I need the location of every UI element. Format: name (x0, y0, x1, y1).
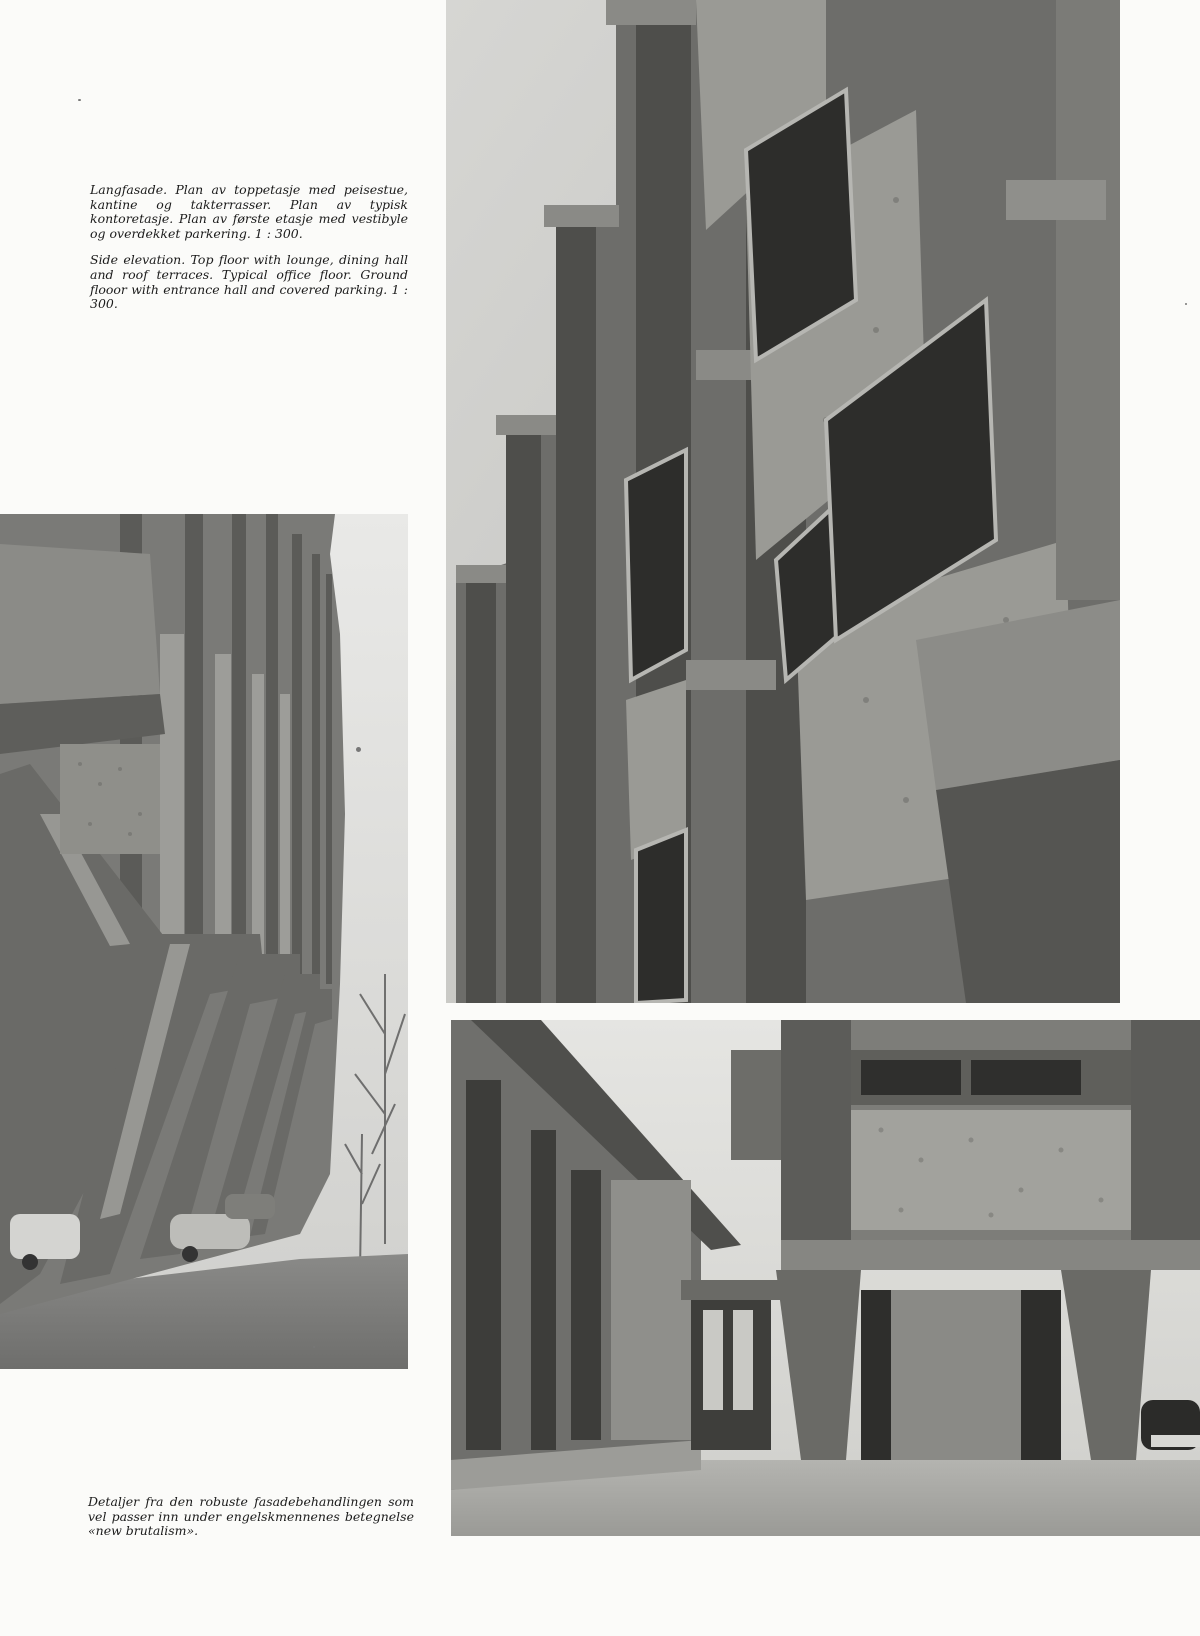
print-speck (78, 99, 81, 101)
photo-entrance (451, 1020, 1200, 1536)
print-speck (356, 747, 361, 752)
detail-caption (88, 1495, 414, 1551)
facade-image (446, 0, 1120, 1003)
plans-caption-english: Side elevation. Top floor with lounge, dining hall and roof terraces. Typical office floor. Ground flooor with entrance hall and covered parking. 1 : 300. (90, 252, 408, 312)
detail-caption-norwegian: Detaljer fra den robuste fasadebehandlingen som vel passer inn under engelskmennenes betegnelse «new brutalism». (88, 1494, 414, 1539)
plans-caption-norwegian: Langfasade. Plan av toppetasje med peisestue, kantine og takterrasser. Plan av typisk kontoretasje. Plan av første etasje med vestibyle og overdekket parkering. 1 : 300. (90, 182, 408, 241)
print-speck (313, 1346, 315, 1348)
plans-caption-block (90, 183, 408, 324)
print-speck (1185, 303, 1187, 305)
entrance-image (451, 1020, 1200, 1536)
photo-pilotis (0, 514, 408, 1369)
photo-facade (446, 0, 1120, 1003)
pilotis-image (0, 514, 408, 1369)
